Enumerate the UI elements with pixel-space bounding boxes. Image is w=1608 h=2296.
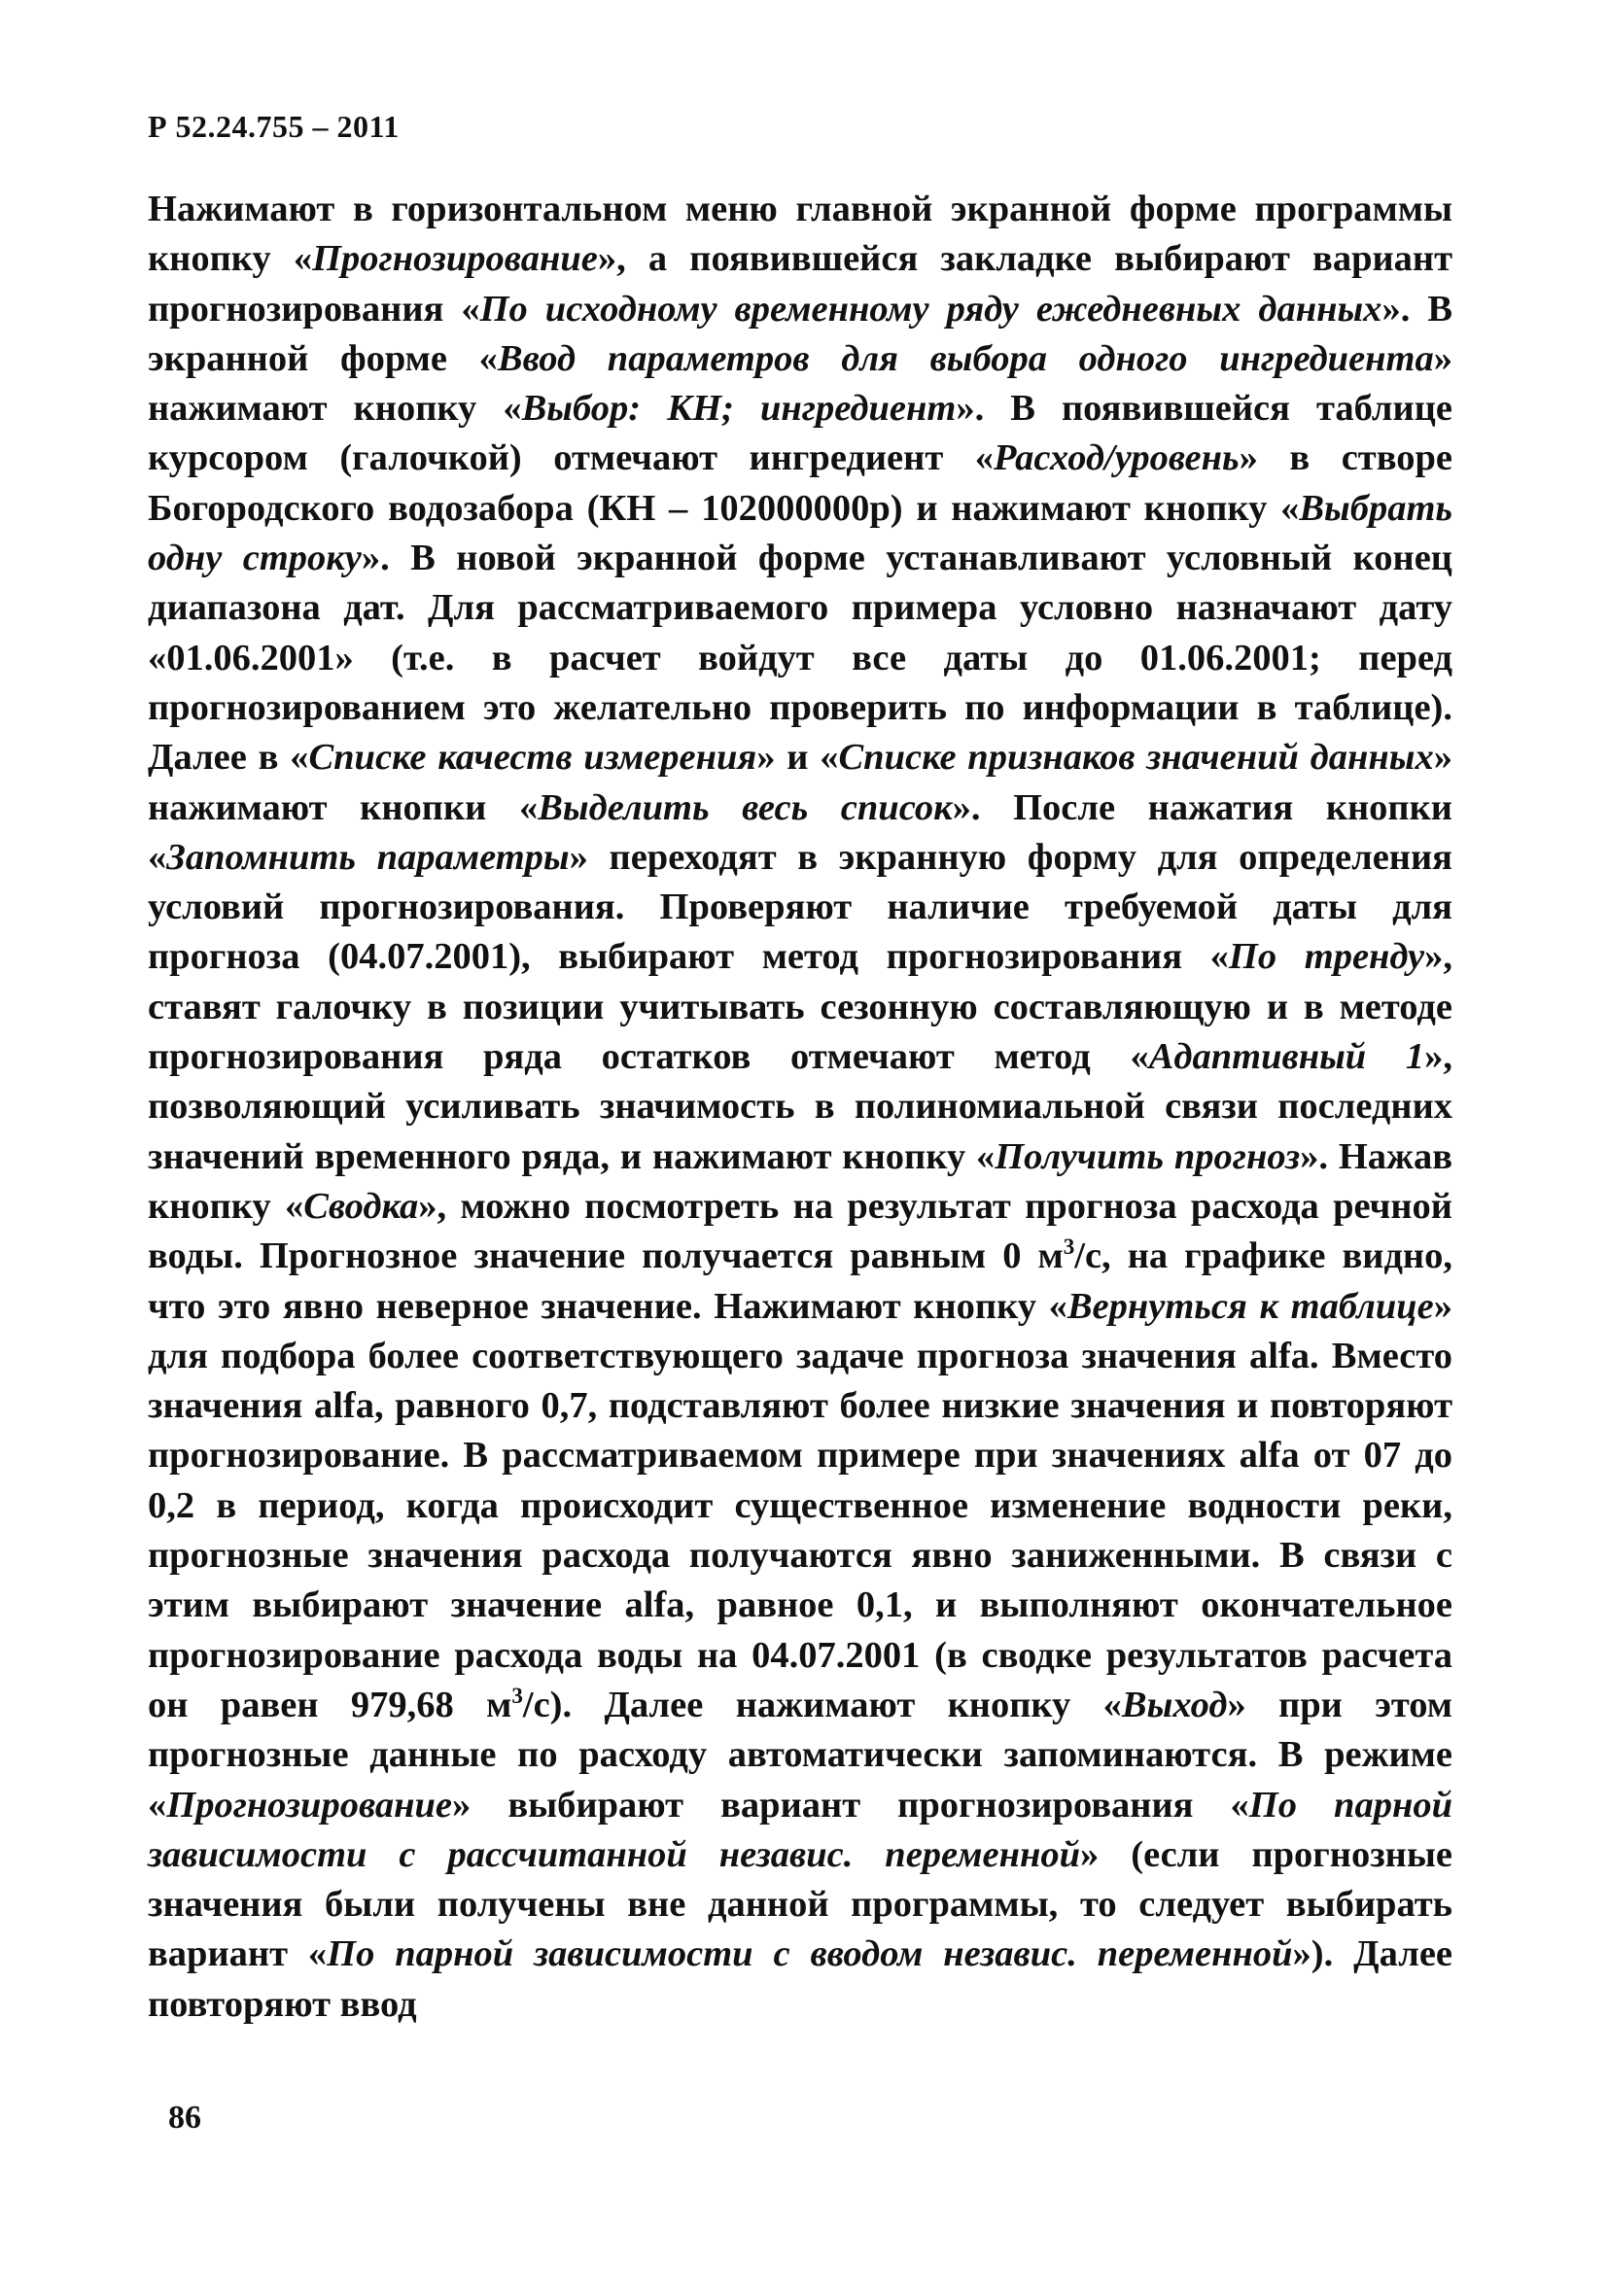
italic-term: По парной зависимости с рассчитанной независ. переменной [148,1784,1452,1875]
text-run: » нажимают кнопки « [148,737,1452,828]
italic-term: Сводка [303,1185,419,1227]
superscript: 3 [511,1683,523,1709]
italic-term: Выделить весь список [538,786,953,828]
italic-term: Прогнозирование [312,238,598,280]
italic-term: Ввод параметров для выбора одного ингредиента [497,337,1434,379]
italic-term: Списке признаков значений данных [838,737,1434,779]
text-run: Нажимают в горизонтальном меню главной экранной форме программы кнопку « [148,189,1452,280]
text-run: », ставят галочку в позиции учитывать сезонную составляющую и в методе прогнозирования ряда остатков отмечают метод « [148,936,1452,1078]
text-run: » (если прогнозные значения были получены вне данной программы, то следует выбирать вариант « [148,1833,1453,1975]
italic-term: Прогнозирование [166,1784,453,1826]
italic-term: Запомнить параметры [166,836,570,878]
text-run: » выбирают вариант прогнозирования « [452,1784,1249,1826]
italic-term: Расход/уровень [994,437,1240,479]
italic-term: Получить прогноз [995,1135,1301,1177]
italic-term: Адаптивный 1 [1148,1036,1425,1078]
italic-term: По тренду [1228,936,1425,978]
italic-term: Выбрать одну строку [148,487,1452,579]
text-run: /с). Далее нажимают кнопку « [522,1684,1122,1725]
text-run: », позволяющий усиливать значимость в полиномиальной связи последних значений временного ряда, и нажимают кнопку « [148,1036,1452,1177]
italic-term: По парной зависимости с вводом независ. переменной [327,1933,1293,1975]
italic-term: Выход [1121,1684,1228,1725]
text-run: » при этом прогнозные данные по расходу автоматически запоминаются. В режиме « [148,1684,1452,1826]
text-run: » и « [756,737,839,779]
text-run: » в створе Богородского водозабора (КН – 102000000р) и нажимают кнопку « [148,437,1453,529]
text-run: ». После нажатия кнопки « [148,786,1452,878]
text-run: ». В экранной форме « [148,288,1452,379]
body-paragraph [148,185,1452,2030]
text-run: »). Далее повторяют ввод [148,1933,1452,2025]
document-header: Р 52.24.755 – 2011 [148,109,400,144]
italic-term: По исходному временному ряду ежедневных данных [479,288,1382,330]
page-number: 86 [168,2100,201,2136]
text-run: » переходят в экранную форму для определения условий прогнозирования. Проверяют наличие требуемой даты для прогноза (04.07.2001), выбирают метод прогнозирования « [148,836,1453,978]
text-run: » для подбора более соответствующего задаче прогноза значения alfa. Вместо значения alfa, равного 0,7, подставляют более низкие значения и повторяют прогнозирование. В рассматриваемом примере при значениях alfa от 07 до 0,2 в период, когда происходит существенное изменение водности реки, прогнозные значения расхода получаются явно заниженными. В связи с этим выбирают значение alfa, равное 0,1, и выполняют окончательное прогнозирование расхода воды на 04.07.2001 (в сводке результатов расчета он равен 979,68 м [148,1285,1452,1725]
text-run: » нажимают кнопку « [148,337,1453,430]
text-run: /с, на графике видно, что это явно неверное значение. Нажимают кнопку « [148,1235,1452,1327]
italic-term: Вернуться к таблице [1066,1285,1434,1327]
italic-term: Выбор: КН; ингредиент [521,388,957,430]
text-run: ». В новой экранной форме устанавливают условный конец диапазона дат. Для рассматриваемого примера условно назначают дату «01.06.2001» (т.е. в расчет войдут все даты до 01.06.2001; перед прогнозированием это желательно проверить по информации в таблице). Далее в « [148,538,1452,779]
text-run: ». В появившейся таблице курсором (галочкой) отмечают ингредиент « [148,388,1452,479]
text-run: », а появившейся закладке выбирают вариант прогнозирования « [148,238,1453,330]
superscript: 3 [1063,1234,1075,1260]
italic-term: Списке качеств измерения [308,737,757,779]
text-run: », можно посмотреть на результат прогноза расхода речной воды. Прогнозное значение получается равным 0 м [148,1185,1452,1277]
text-run: ». Нажав кнопку « [148,1135,1453,1227]
